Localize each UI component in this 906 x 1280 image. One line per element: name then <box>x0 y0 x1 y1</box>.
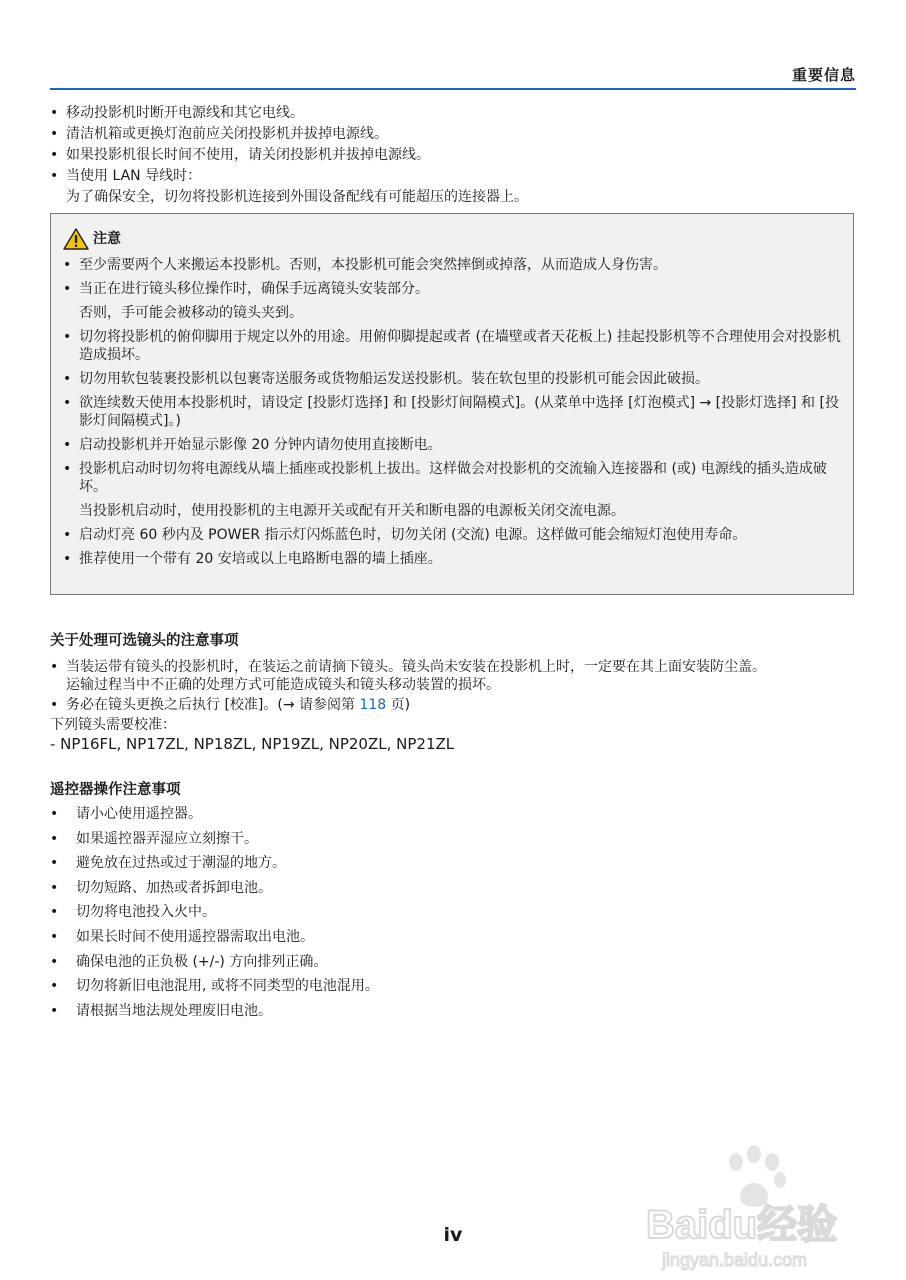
list-item: • 启动投影机并开始显示影像 20 分钟内请勿使用直接断电。 <box>63 436 841 454</box>
list-item: • 请根据当地法规处理废旧电池。 <box>50 1002 856 1027</box>
lens-section-title: 关于处理可选镜头的注意事项 <box>50 633 239 649</box>
list-item: • 请小心使用遥控器。 <box>50 805 856 830</box>
baidu-watermark <box>640 1140 870 1275</box>
list-item: • 切勿将新旧电池混用, 或将不同类型的电池混用。 <box>50 977 856 1002</box>
calibration-text-end: 页) <box>386 697 411 713</box>
list-item: • 启动灯亮 60 秒内及 POWER 指示灯闪烁蓝色时，切勿关闭 (交流) 电源。这样做可能会缩短灯泡使用寿命。 <box>63 526 841 544</box>
watermark-brand: Baidu经验 <box>646 1203 838 1247</box>
page-number: iv <box>443 1224 463 1246</box>
list-item: • 切勿用软包装裹投影机以包裹寄送服务或货物船运发送投影机。装在软包里的投影机可能会因此破损。 <box>63 370 841 388</box>
caution-header <box>63 228 841 250</box>
list-item <box>63 460 841 520</box>
list-item: • 如果投影机很长时间不使用，请关闭投影机并拔掉电源线。 <box>50 146 856 164</box>
page-header-title: 重要信息 <box>791 66 856 84</box>
lens-list <box>50 658 860 714</box>
list-item: • 如果遥控器弄湿应立刻擦干。 <box>50 830 856 855</box>
list-item: • 切勿短路、加热或者拆卸电池。 <box>50 879 856 904</box>
list-item: • 欲连续数天使用本投影机时，请设定 [投影灯选择] 和 [投影灯间隔模式]。(从菜单中选择 [灯泡模式] → [投影灯选择] 和 [投影灯间隔模式]。) <box>63 394 841 430</box>
page-reference-link[interactable]: 118 <box>359 697 387 713</box>
list-item-text: 当正在进行镜头移位操作时，确保手远离镜头安装部分。 <box>79 281 429 297</box>
list-item-note: 当投影机启动时，使用投影机的主电源开关或配有开关和断电器的电源板关闭交流电源。 <box>79 503 625 519</box>
list-item: • 确保电池的正负极 (+/-) 方向排列正确。 <box>50 953 856 978</box>
calibration-text: 务必在镜头更换之后执行 [校准]。(→ 请参阅第 <box>66 697 360 713</box>
watermark-url: jingyan.baidu.com <box>662 1250 808 1270</box>
lens-models: - NP16FL, NP17ZL, NP18ZL, NP19ZL, NP20ZL, NP21ZL <box>50 735 455 753</box>
list-item: • 推荐使用一个带有 20 安培或以上电路断电器的墙上插座。 <box>63 550 841 568</box>
remote-section-title: 遥控器操作注意事项 <box>50 782 181 798</box>
list-item: • 清洁机箱或更换灯泡前应关闭投影机并拔掉电源线。 <box>50 125 856 143</box>
caution-label: 注意 <box>93 231 121 247</box>
list-item: • 如果长时间不使用遥控器需取出电池。 <box>50 928 856 953</box>
list-item <box>50 696 860 714</box>
list-item <box>50 658 860 694</box>
lan-item-text: 当使用 LAN 导线时： <box>66 168 202 184</box>
list-item: • 切勿将投影机的俯仰脚用于规定以外的用途。用俯仰脚提起或者 (在墙壁或者天花板上) 挂起投影机等不合理使用会对投影机造成损坏。 <box>63 328 841 364</box>
list-item: • 移动投影机时断开电源线和其它电线。 <box>50 104 856 122</box>
header-rule <box>50 88 856 90</box>
list-item-text: 投影机启动时切勿将电源线从墙上插座或投影机上拔出。这样做会对投影机的交流输入连接器和 (或) 电源线的插头造成破坏。 <box>79 461 827 495</box>
warning-triangle-icon <box>63 228 89 250</box>
lan-note: 为了确保安全，切勿将投影机连接到外围设备配线有可能超压的连接器上。 <box>66 189 528 205</box>
remote-list <box>50 805 856 1026</box>
list-item-continuation: 运输过程当中不正确的处理方式可能造成镜头和镜头移动装置的损坏。 <box>66 677 500 693</box>
paw-icon <box>729 1145 786 1207</box>
list-item-note: 否则，手可能会被移动的镜头夹到。 <box>79 305 303 321</box>
list-item <box>63 280 841 322</box>
caution-list <box>63 256 841 568</box>
calibration-label: 下列镜头需要校准： <box>50 717 176 733</box>
list-item <box>50 167 856 185</box>
caution-box <box>50 213 854 595</box>
safety-list <box>50 104 856 188</box>
list-item-text: 当装运带有镜头的投影机时，在装运之前请摘下镜头。镜头尚未安装在投影机上时，一定要在其上面安装防尘盖。 <box>66 659 766 675</box>
list-item: • 切勿将电池投入火中。 <box>50 903 856 928</box>
list-item: • 至少需要两个人来搬运本投影机。否则，本投影机可能会突然摔倒或掉落，从而造成人身伤害。 <box>63 256 841 274</box>
lens-section <box>50 658 860 755</box>
list-item: • 避免放在过热或过于潮湿的地方。 <box>50 854 856 879</box>
